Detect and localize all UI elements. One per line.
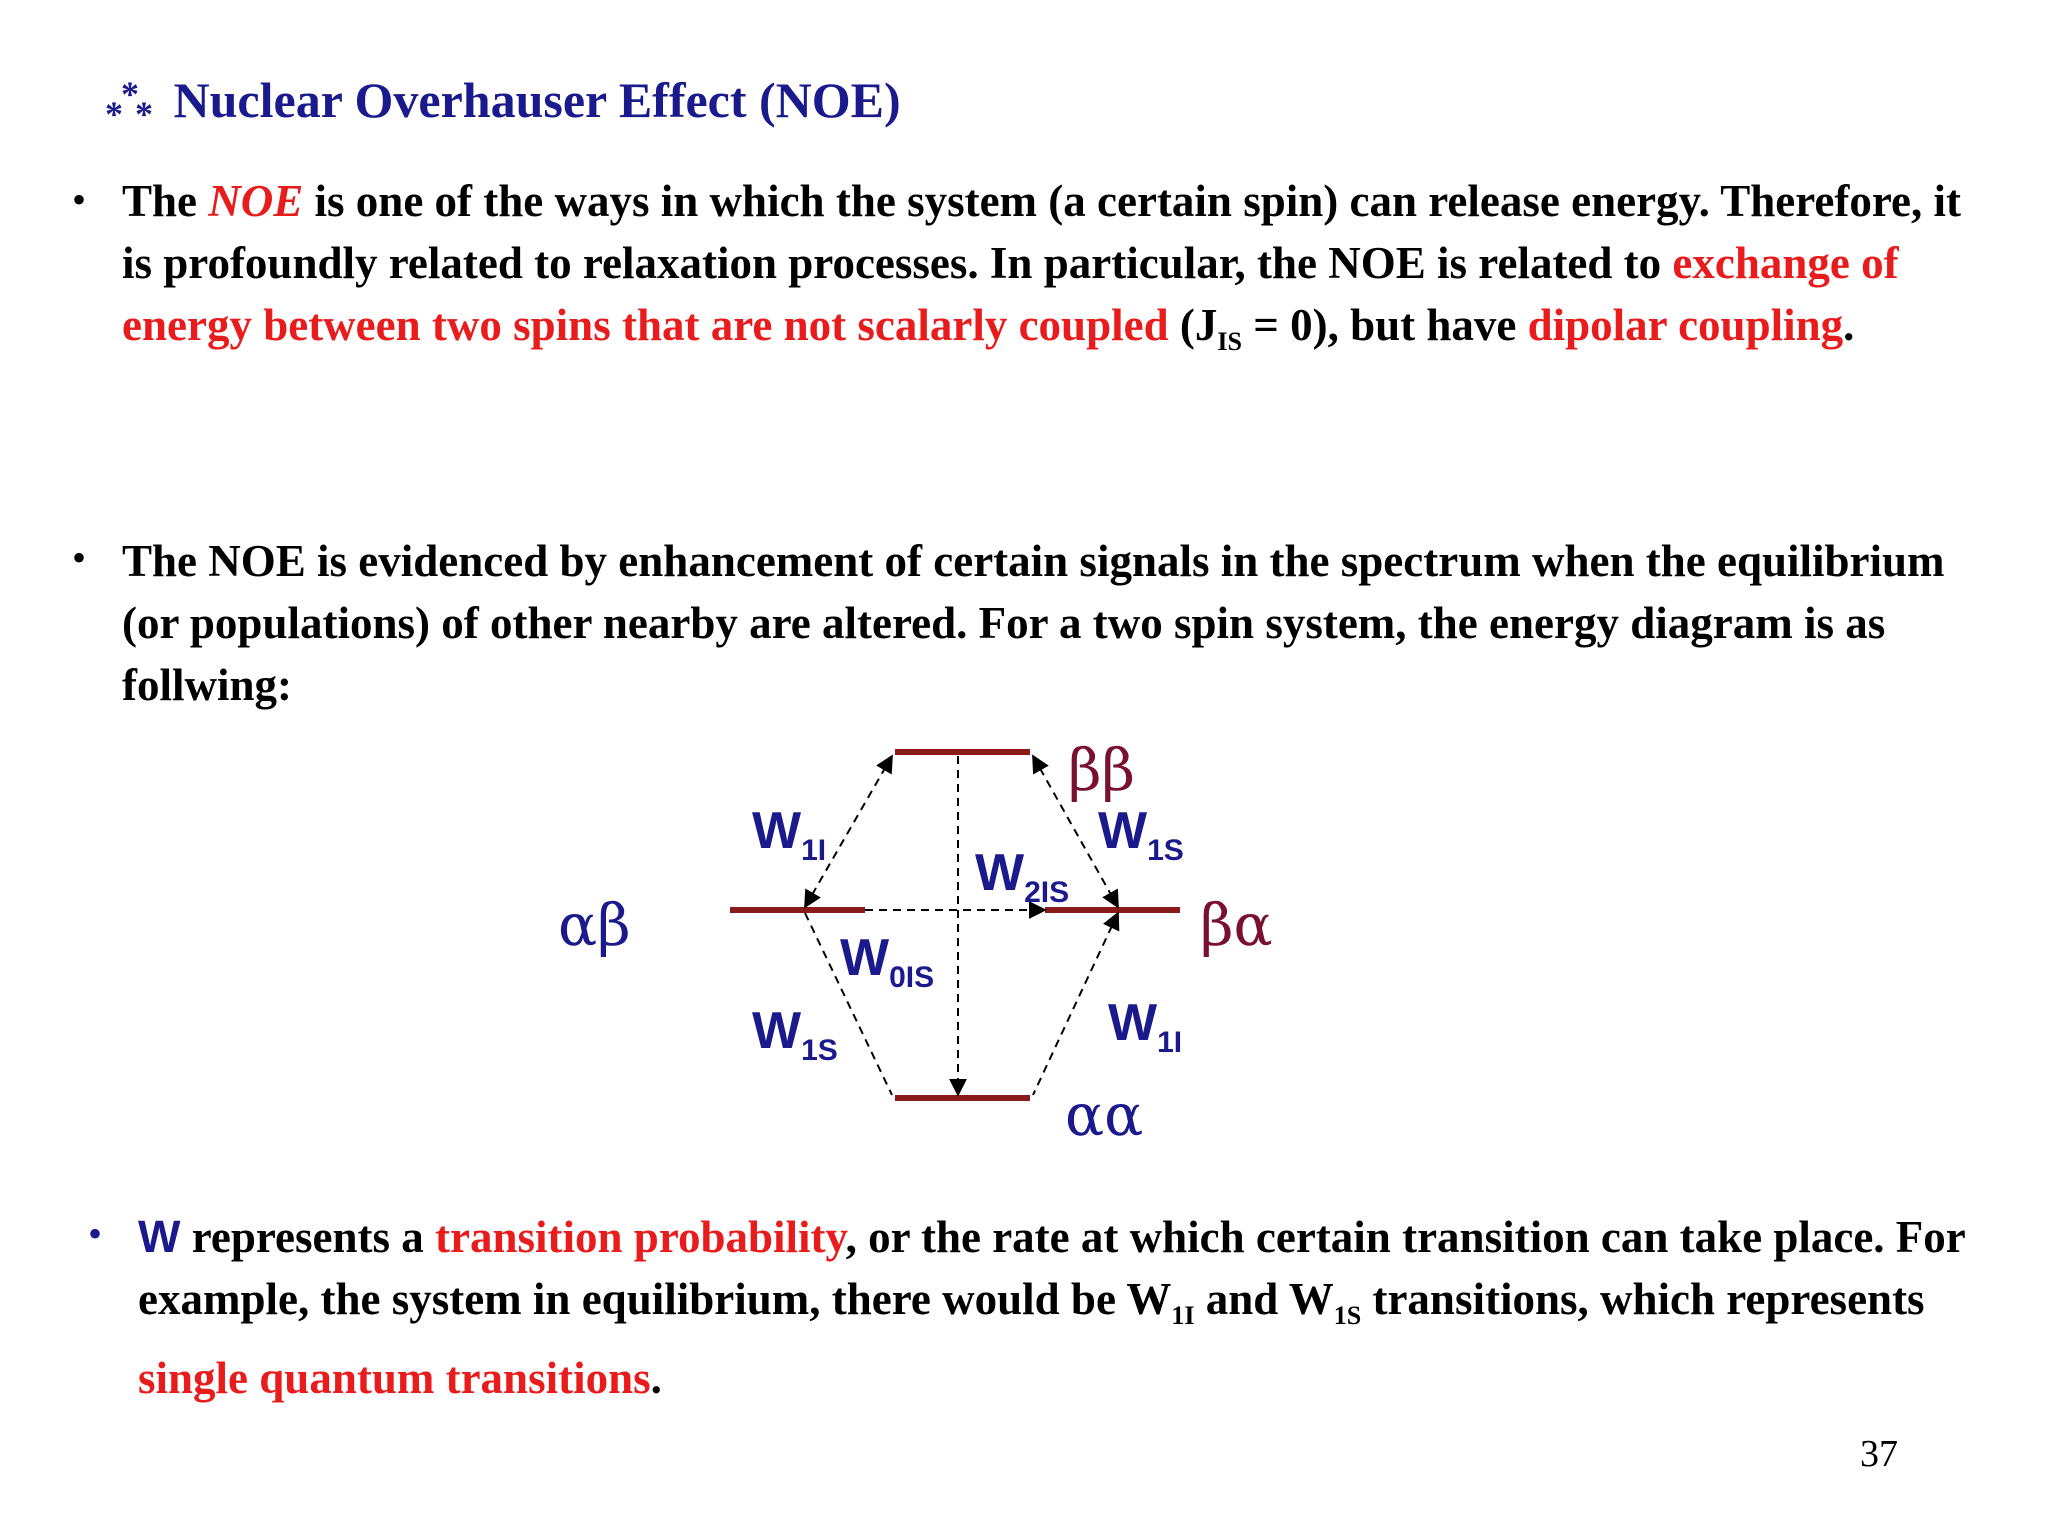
w1i-bottom-label: $W_{1I}$: [1108, 994, 1183, 1059]
w1i-top-label: $W_{1I}$: [752, 802, 827, 867]
level-label-ba: βα: [1200, 891, 1273, 959]
bullet-3-dot: •: [88, 1211, 103, 1256]
w-symbol: W: [138, 1211, 181, 1262]
slide-title-text: Nuclear Overhauser Effect (NOE): [173, 72, 901, 128]
transition-probability-highlight: transition probability: [435, 1212, 846, 1262]
bullet-2-dot: •: [72, 535, 87, 580]
bullet-3-text: W represents a transition probability, or the rate at which certain transition can take place. For example, the system in equilibrium, there would be $W_{1I}$ and $W_{1S}$ transitions, which represents single quantum transitions.: [138, 1211, 1965, 1403]
bullet-2-text: The NOE is evidenced by enhancement of certain signals in the spectrum when the equilibrium (or populations) of other nearby are altered. For a two spin system, the energy diagram is as follwing:: [122, 536, 1945, 710]
w0is-label: $W_{0IS}$: [840, 929, 935, 994]
level-label-ab: αβ: [558, 891, 631, 959]
asterism-icon: * * *: [105, 73, 153, 134]
dipolar-highlight: dipolar coupling: [1527, 300, 1844, 350]
noe-highlight: NOE: [208, 176, 304, 226]
w2is-label: $W_{2IS}$: [975, 844, 1070, 909]
transition-w1i-bottom: [1033, 913, 1118, 1095]
level-label-bb: ββ: [1068, 736, 1136, 804]
w1s-top-label: $W_{1S}$: [1098, 802, 1184, 867]
transition-w1i-top: [805, 756, 892, 907]
bullet-1-text: The NOE is one of the ways in which the system (a certain spin) can release energy. Therefore, it is profoundly related to relaxation processes. In particular, the NOE is related to exchange of energy between two spins that are not scalarly coupled $(J_{IS} = 0)$, but have dipolar coupling.: [122, 176, 1962, 356]
level-label-aa: αα: [1065, 1081, 1144, 1149]
single-quantum-highlight: single quantum transitions: [138, 1353, 651, 1403]
bullet-1-dot: •: [72, 177, 87, 222]
exchange-highlight: exchange of energy between two spins that are not scalarly coupled: [122, 238, 1899, 350]
page-number: 37: [1860, 1433, 1898, 1475]
w1s-bottom-label: $W_{1S}$: [752, 1002, 838, 1067]
